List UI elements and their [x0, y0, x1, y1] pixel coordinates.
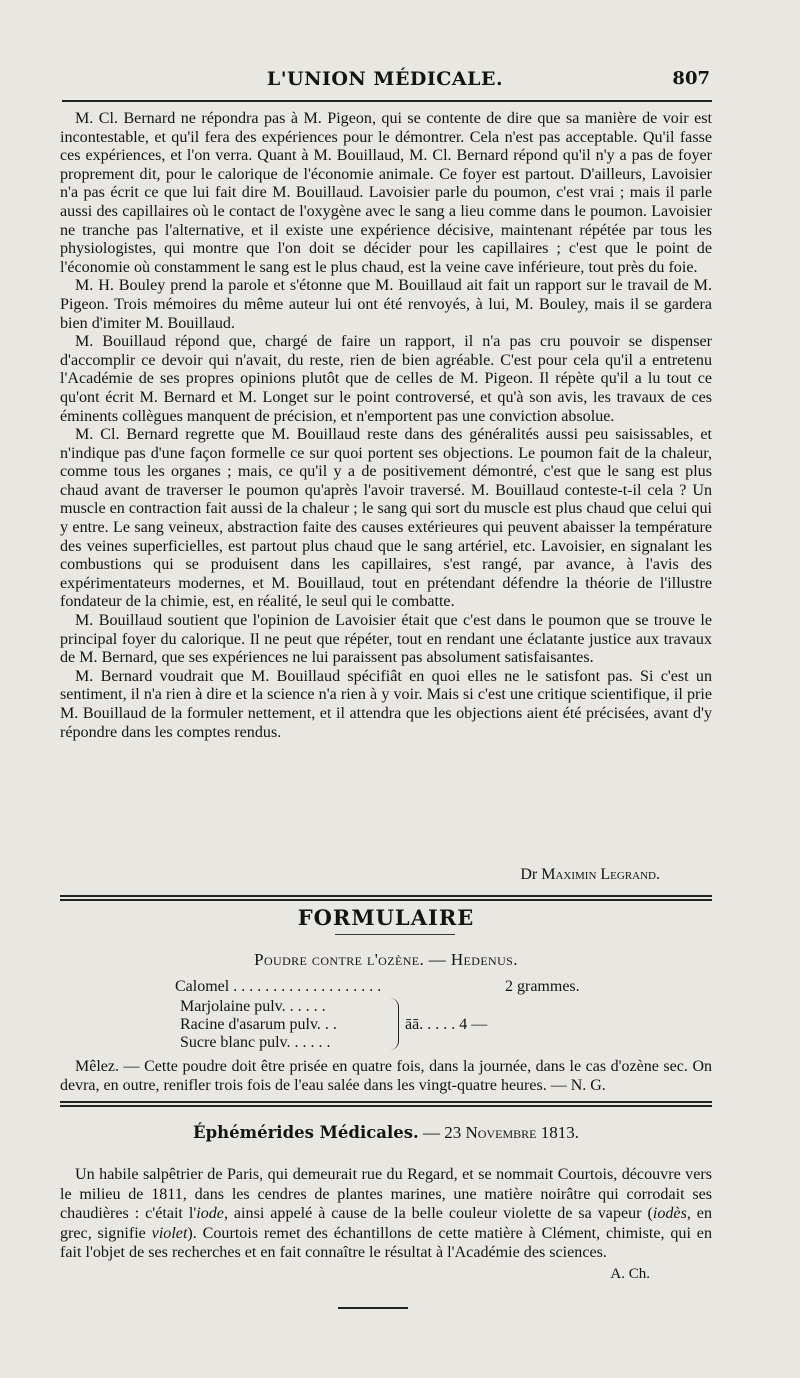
header-rule — [62, 100, 712, 102]
ingredient-line: Sucre blanc pulv. . . . . . — [180, 1034, 331, 1051]
paragraph: M. Bouillaud soutient que l'opinion de Lavoisier était que c'est dans le poumon que se trouve le principal foyer du calorique. Il ne peut que répéter, tout en rendant une éclatante justice aux travaux de M. Bernard, que ses expériences ne lui paraissent pas absolument satisfaisantes. — [60, 612, 712, 667]
paragraph: M. Cl. Bernard regrette que M. Bouillaud reste dans des généralités aussi peu saisissables, et n'indique pas d'une façon formelle ce sur quoi portent ses objections. Le poumon fait de la chaleur, comme tous les organes ; mais, ce qu'il y a de positivement démontré, c'est que le sang est plus chaud avant de traverser le poumon qu'après l'avoir traversé. M. Bouillaud conteste-t-il cela ? Un muscle en contraction fait aussi de la chaleur ; le sang qui sort du muscle est plus chaud que celui qui y entre. Le sang veineux, abstraction faite des causes extérieures qui peuvent abaisser la température des veines superficielles, est partout plus chaud que le sang artériel, etc. Lavoisier, en signalant les combustions qui se produisent dans les capillaires, s'est rangé, par avance, à l'avis des expérimentateurs modernes, et M. Bouillaud, tout en prétendant défendre la théorie de l'illustre fondateur de la chimie, est, en réalité, le seul qui le combatte. — [60, 426, 712, 611]
signature-prefix: Dr — [520, 866, 538, 883]
section-divider — [60, 1101, 712, 1107]
recipe-title: Poudre contre l'ozène. — Hedenus. — [254, 950, 518, 969]
recipe-instructions: Mêlez. — Cette poudre doit être prisée en quatre fois, dans la journée, dans le cas d'ozène sec. On devra, en outre, renifler trois fois de l'eau salée dans les vingt-quatre heures. — N. G. — [60, 1058, 712, 1094]
ingredient-line: Racine d'asarum pulv. . . — [180, 1016, 337, 1033]
journal-title: L'UNION MÉDICALE. — [266, 68, 504, 90]
paragraph: M. Cl. Bernard ne répondra pas à M. Pigeon, qui se contente de dire que sa manière de voir est incontestable, et qu'il fera des expériences pour le démontrer. Cela n'est pas acceptable. Qu'il fasse ces expériences, et l'on verra. Quant à M. Bouillaud, M. Cl. Bernard répond qu'il n'y a pas de foyer proprement dit, pour le calorique de l'économie animale. Ce foyer est partout. D'ailleurs, Lavoisier n'a pas écrit ce que lui fait dire M. Bouillaud. Lavoisier parle du poumon, c'est vrai ; mais il parle aussi des capillaires où le contact de l'oxygène avec le sang a lieu comme dans le poumon. Lavoisier ne tranche pas l'alternative, et il existe une expérience décisive, maintenant répétée par tous les physiologistes, qui montre que l'on doit se décider pour les capillaires ; c'est que le point de l'économie où constamment le sang est le plus chaud, est la veine cave inférieure, tout près du foie. — [60, 110, 712, 276]
title-underline — [335, 934, 455, 935]
ingredient-quantity: 2 grammes. — [505, 978, 580, 995]
page-number: 807 — [672, 68, 710, 89]
paragraph: M. Bouillaud répond que, chargé de faire un rapport, il n'a pas cru pouvoir se dispenser d'accomplir ce devoir qui n'avait, du reste, rien de bien agréable. C'est pour cela qu'il a entretenu l'Académie de ses propres opinions plutôt que de celles de M. Pigeon. Il répète qu'il a lu tout ce qu'ont écrit M. Bernard et M. Longet sur le point controversé, et qu'à son avis, les travaux de ces éminents collègues manquent de précision, et n'emportent pas une conviction absolue. — [60, 333, 712, 425]
ingredient-calomel — [175, 978, 381, 996]
ingredient-quantity: āā. . . . . 4 — — [405, 1016, 488, 1033]
paragraph: M. Bernard voudrait que M. Bouillaud spécifiât en quoi elles ne le satisfont pas. Si c'est un sentiment, il n'a rien à dire et la science n'a rien à y voir. Mais si c'est une critique scientifique, il prie M. Bouillaud de la formuler nettement, et il attendra que les objections aient été précisées, avant d'y répondre dans les comptes rendus. — [60, 667, 712, 741]
ephemerides-text — [60, 1165, 712, 1263]
italic-term: violet — [151, 1224, 188, 1242]
italic-term: iodès — [652, 1205, 687, 1222]
signature-name: Maximin Legrand. — [541, 866, 660, 883]
leader-dots: . . . . . . . . . . . . . . . . . . . — [233, 978, 382, 995]
end-rule — [338, 1307, 408, 1309]
ephemerides-heading: Éphémérides Médicales. — [193, 1123, 419, 1142]
ephemerides-title — [60, 1123, 712, 1143]
italic-term: iode — [196, 1205, 224, 1222]
text-run: , en grec, signifie — [60, 1205, 712, 1242]
ingredient-name: Calomel — [175, 978, 230, 995]
text-run: Un habile salpêtrier de Paris, qui demeurait rue du Regard, et se nommait Courtois, découvre vers le milieu de 1811, dans les cendres de plantes marines, une matière noirâtre qui corrodait ses chaudières : c'était l' — [60, 1166, 712, 1222]
text-run: ). Courtois remet des échantillons de cette matière à Clément, chimiste, qui en fait l'objet de ses recherches et en fait connaître le résultat à l'Académie des sciences. — [60, 1224, 712, 1261]
grouping-brace — [390, 998, 399, 1050]
text-run: , ainsi appelé à cause de la belle couleur violette de sa vapeur ( — [223, 1205, 653, 1222]
author-signature — [520, 866, 660, 884]
paragraph: M. H. Bouley prend la parole et s'étonne que M. Bouillaud ait fait un rapport sur le travail de M. Pigeon. Trois mémoires du même auteur lui ont été renvoyés, à lui, M. Bouley, mais il se gardera bien d'imiter M. Bouillaud. — [60, 277, 712, 332]
session-report — [60, 110, 712, 742]
ingredient-line: Marjolaine pulv. . . . . . — [180, 998, 326, 1015]
ephemerides-date: — 23 Novembre 1813. — [423, 1123, 579, 1142]
running-head — [60, 66, 710, 100]
ephemerides-signature: A. Ch. — [610, 1266, 650, 1282]
section-divider — [60, 895, 712, 901]
section-title: FORMULAIRE — [297, 905, 475, 930]
